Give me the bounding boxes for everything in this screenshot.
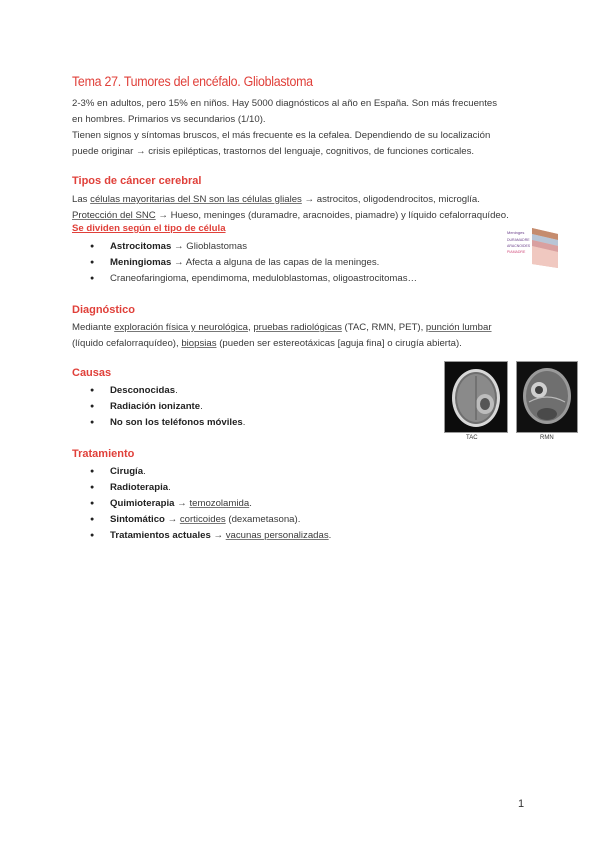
item-bold: Radiación ionizante: [110, 401, 201, 412]
underlined-text: células mayoritarias del SN son las células gliales: [90, 194, 302, 205]
item-text: .: [168, 482, 171, 493]
item-bold: Tratamientos actuales: [110, 530, 211, 541]
item-bold: Cirugía: [110, 466, 144, 477]
item-text: .: [249, 498, 252, 509]
section-heading-diagnostico: Diagnóstico: [72, 304, 135, 316]
list-item: [90, 528, 331, 544]
list-item: ● Desconocidas.: [90, 383, 245, 399]
meninges-label: DURAMADRE: [507, 238, 530, 242]
list-item: [90, 271, 417, 287]
tratamiento-list: [90, 464, 331, 544]
tac-scan-image: [444, 361, 508, 433]
item-underlined: temozolamida: [189, 498, 250, 509]
section-heading-tipos: Tipos de cáncer cerebral: [72, 175, 202, 187]
list-item: [90, 464, 331, 480]
item-text: Craneofaringioma, ependimoma, meduloblastomas, oligoastrocitomas…: [110, 273, 418, 284]
text: ,: [248, 322, 254, 333]
item-text: →: [210, 530, 226, 541]
list-item: ● No son los teléfonos móviles.: [90, 415, 245, 431]
list-item: [90, 255, 417, 271]
item-text: →: [174, 498, 190, 509]
item-text: →: [164, 514, 180, 525]
item-text: → Afecta a alguna de las capas de la meninges.: [171, 257, 380, 268]
text: → Hueso, meninges (duramadre, aracnoides, piamadre) y líquido cefalorraquídeo.: [155, 210, 509, 221]
diagnostico-line: [72, 320, 532, 336]
underlined-text: Protección del SNC: [72, 210, 156, 221]
item-bold: Desconocidas: [110, 385, 176, 396]
subheading-tipo-celula: Se dividen según el tipo de célula: [72, 223, 226, 234]
item-bold: No son los teléfonos móviles: [110, 417, 243, 428]
item-text: .: [143, 466, 146, 477]
text: (pueden ser estereotáxicas [aguja fina] o cirugía abierta).: [216, 338, 462, 349]
item-bold: Meningiomas: [110, 257, 172, 268]
rmn-caption: RMN: [540, 435, 554, 441]
tipos-line: [72, 208, 532, 224]
section-heading-tratamiento: Tratamiento: [72, 448, 135, 460]
diagnostico-line: [72, 336, 532, 352]
underlined-text: punción lumbar: [425, 322, 492, 333]
item-underlined: vacunas personalizadas: [225, 530, 329, 541]
tipos-list: [90, 239, 417, 287]
meninges-label: PIAMADRE: [507, 250, 526, 254]
underlined-text: exploración física y neurológica: [114, 322, 248, 333]
list-item: [90, 512, 331, 528]
item-text: → Glioblastomas: [171, 241, 248, 252]
causas-list: [90, 383, 245, 431]
intro-line: Tienen signos y síntomas bruscos, el más frecuente es la cefalea. Dependiendo de su localización: [72, 130, 491, 141]
item-bold: Astrocitomas: [110, 241, 172, 252]
list-item: [90, 496, 331, 512]
underlined-text: pruebas radiológicas: [253, 322, 342, 333]
tipos-line: [72, 192, 532, 208]
underlined-text: biopsias: [181, 338, 217, 349]
tac-caption: TAC: [466, 435, 478, 441]
page-number: 1: [518, 798, 525, 810]
text: → astrocitos, oligodendrocitos, microglía.: [301, 194, 480, 205]
text: Mediante: [72, 322, 115, 333]
intro-line: puede originar → crisis epilépticas, trastornos del lenguaje, cognitivos, de funciones corticales.: [72, 146, 475, 157]
rmn-scan-image: [516, 361, 578, 433]
list-item: ● Radiación ionizante.: [90, 399, 245, 415]
meninges-label: Meninges: [507, 230, 525, 235]
page-title: Tema 27. Tumores del encéfalo. Glioblastoma: [72, 74, 313, 89]
meninges-label: ARACNOIDES: [507, 244, 531, 248]
text: Las: [72, 194, 91, 205]
item-text: (dexametasona).: [225, 514, 301, 525]
item-text: .: [328, 530, 332, 541]
intro-line: en hombres. Primarios vs secundarios (1/10).: [72, 114, 266, 125]
item-bold: Radioterapia: [110, 482, 169, 493]
meninges-diagram-image: [506, 224, 560, 274]
list-item: [90, 480, 331, 496]
text: (líquido cefalorraquídeo),: [72, 338, 182, 349]
item-bold: Sintomático: [110, 514, 165, 525]
section-heading-causas: Causas: [72, 367, 112, 379]
list-item: [90, 239, 417, 255]
item-bold: Quimioterapia: [110, 498, 175, 509]
text: (TAC, RMN, PET),: [341, 322, 426, 333]
intro-line: 2-3% en adultos, pero 15% en niños. Hay 5000 diagnósticos al año en España. Son más frecuentes: [72, 98, 498, 109]
item-underlined: corticoides: [179, 514, 226, 525]
